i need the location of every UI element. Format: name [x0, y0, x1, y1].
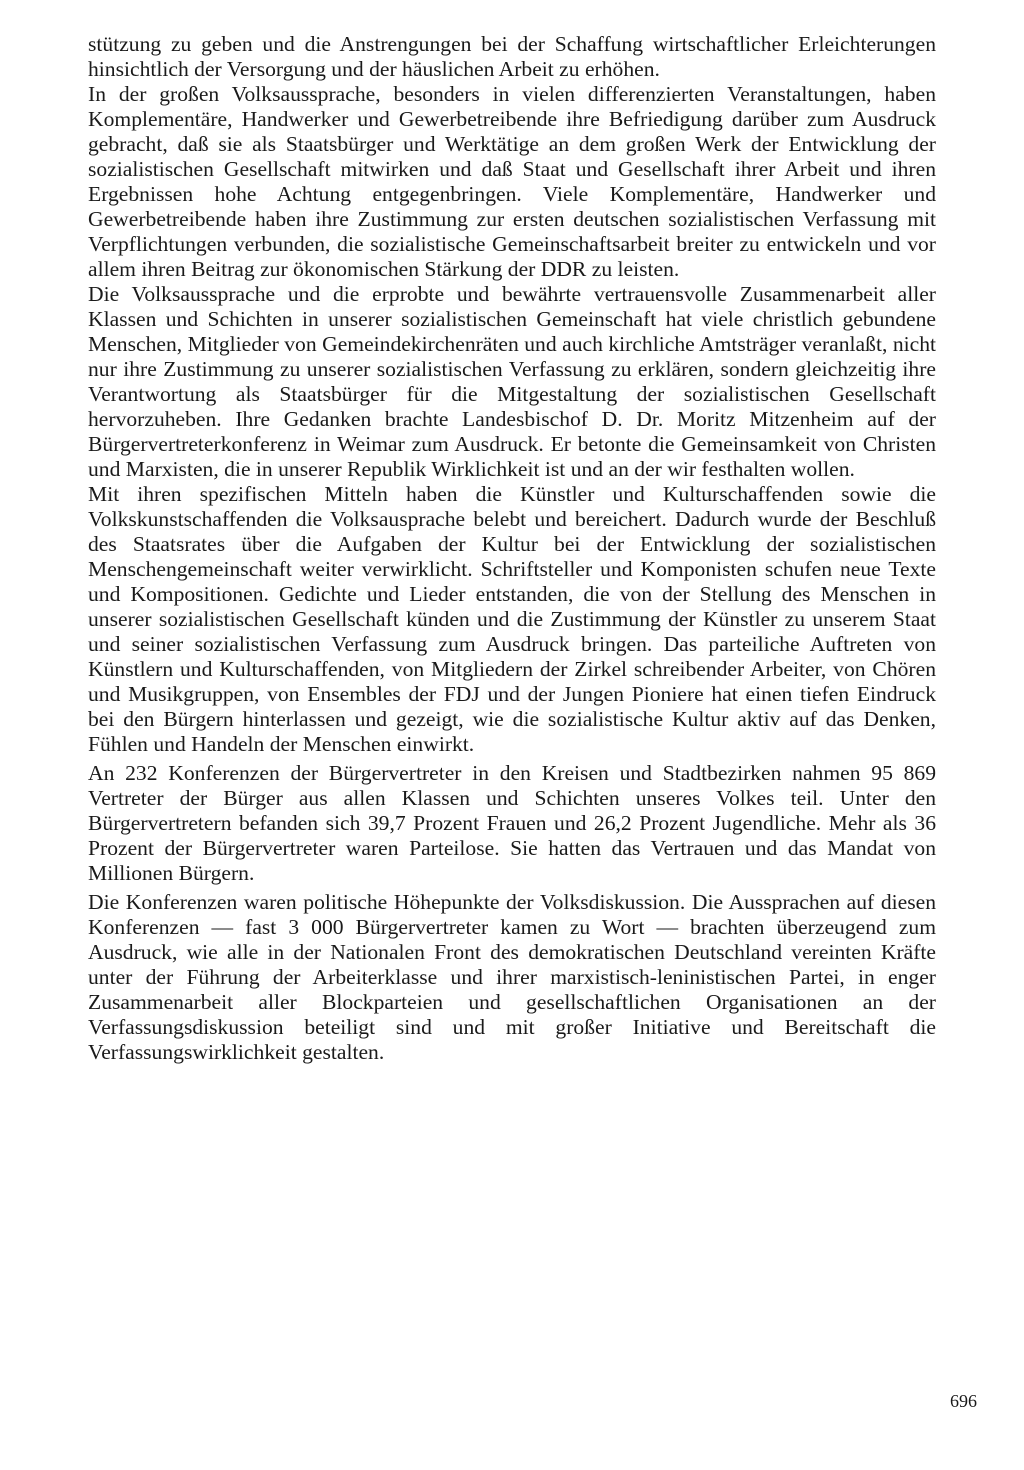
paragraph-2: In der großen Volksaussprache, besonders in vielen differenzierten Veranstaltungen, haben Komplementäre, Handwerker und Gewerbetreibende ihre Befriedigung darüber zum Ausdruck gebracht, daß sie als Staatsbürger und Werktätige an dem großen Werk der Entwicklung der sozialistischen Gesellschaft mitwirken und daß Staat und Gesellschaft ihrer Arbeit und ihren Ergebnissen hohe Achtung entgegenbringen. Viele Komplementäre, Handwerker und Gewerbetreibende haben ihre Zustimmung zur ersten deutschen sozialistischen Verfassung mit Verpflichtungen verbunden, die sozialistische Gemeinschaftsarbeit breiter zu entwickeln und vor allem ihren Beitrag zur ökonomischen Stärkung der DDR zu leisten.: [88, 82, 936, 281]
paragraph-3: Die Volksaussprache und die erprobte und bewährte vertrauensvolle Zusammenarbeit aller Klassen und Schichten in unserer sozialistischen Gemeinschaft hat viele christlich gebundene Menschen, Mitglieder von Gemeindekirchenräten und auch kirchliche Amtsträger veranlaßt, nicht nur ihre Zustimmung zu unserer sozialistischen Verfassung zu erklären, sondern gleichzeitig ihre Verantwortung als Staatsbürger für die Mitgestaltung der sozialistischen Gesellschaft hervorzuheben. Ihre Gedanken brachte Landesbischof D. Dr. Moritz Mitzenheim auf der Bürgervertreterkonferenz in Weimar zum Ausdruck. Er betonte die Gemeinsamkeit von Christen und Marxisten, die in unserer Republik Wirklichkeit ist und an der wir festhalten wollen.: [88, 282, 936, 481]
page-number: 696: [950, 1391, 977, 1411]
paragraph-4: Mit ihren spezifischen Mitteln haben die Künstler und Kulturschaffenden sowie die Volkskunstschaffenden die Volksausprache belebt und bereichert. Dadurch wurde der Beschluß des Staatsrates über die Aufgaben der Kultur bei der Entwicklung der sozialistischen Menschengemeinschaft weiter verwirklicht. Schriftsteller und Komponisten schufen neue Texte und Kompositionen. Gedichte und Lieder entstanden, die von der Stellung des Menschen in unserer sozialistischen Gesellschaft künden und die Zustimmung der Künstler zu unserem Staat und seiner sozialistischen Verfassung zum Ausdruck bringen. Das parteiliche Auftreten von Künstlern und Kulturschaffenden, von Mitgliedern der Zirkel schreibender Arbeiter, von Chören und Musikgruppen, von Ensembles der FDJ und der Jungen Pioniere hat einen tiefen Eindruck bei den Bürgern hinterlassen und gezeigt, wie die sozialistische Kultur aktiv auf das Denken, Fühlen und Handeln der Menschen einwirkt.: [88, 482, 936, 756]
body-text: [88, 32, 936, 1065]
paragraph-1: stützung zu geben und die Anstrengungen bei der Schaffung wirtschaftlicher Erleichterungen hinsichtlich der Versorgung und der häuslichen Arbeit zu erhöhen.: [88, 32, 936, 81]
paragraph-5: An 232 Konferenzen der Bürgervertreter in den Kreisen und Stadtbezirken nahmen 95 869 Vertreter der Bürger aus allen Klassen und Schichten unseres Volkes teil. Unter den Bürgervertretern befanden sich 39,7 Prozent Frauen und 26,2 Prozent Jugendliche. Mehr als 36 Prozent der Bürgervertreter waren Parteilose. Sie hatten das Vertrauen und das Mandat von Millionen Bürgern.: [88, 761, 936, 885]
paragraph-6: Die Konferenzen waren politische Höhepunkte der Volksdiskussion. Die Aussprachen auf diesen Konferenzen — fast 3 000 Bürgervertreter kamen zu Wort — brachten überzeugend zum Ausdruck, wie alle in der Nationalen Front des demokratischen Deutschland vereinten Kräfte unter der Führung der Arbeiterklasse und ihrer marxistisch-leninistischen Partei, in enger Zusammenarbeit aller Blockparteien und gesellschaftlichen Organisationen an der Verfassungsdiskussion beteiligt sind und mit großer Initiative und Bereitschaft die Verfassungswirklichkeit gestalten.: [88, 890, 936, 1064]
